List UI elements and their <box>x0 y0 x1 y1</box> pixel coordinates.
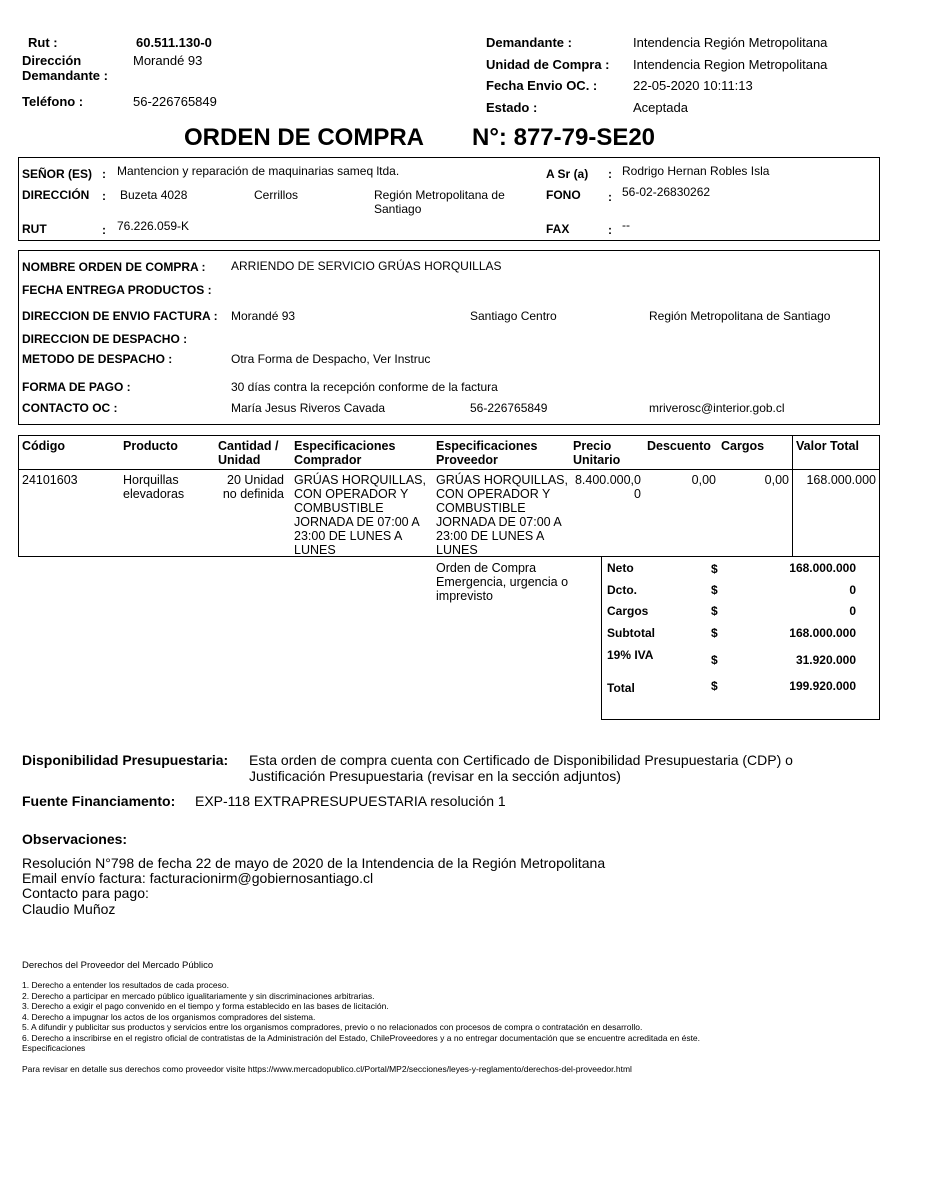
col-esp-comprador: Especificaciones Comprador <box>294 439 396 467</box>
observaciones-line: Contacto para pago: <box>22 885 149 901</box>
forma-pago-value: 30 días contra la recepción conforme de la factura <box>231 380 498 394</box>
derechos-link[interactable]: Para revisar en detalle sus derechos como proveedor visite https://www.mercadopublico.cl/Portal/MP2/secciones/leyes-y-reglamento/derechos-del-proveedor.html <box>22 1064 632 1074</box>
disponibilidad-label: Disponibilidad Presupuestaria: <box>22 752 229 768</box>
direccion-label: DIRECCIÓN <box>22 188 90 202</box>
col-codigo: Código <box>22 439 66 453</box>
despacho-label: DIRECCION DE DESPACHO : <box>22 332 188 346</box>
senor-colon: : <box>102 167 106 181</box>
dcto-value: 0 <box>849 583 856 597</box>
col-valor: Valor Total <box>796 439 859 453</box>
observaciones-line: Claudio Muñoz <box>22 901 116 917</box>
row-esp-proveedor: GRÚAS HORQUILLAS, CON OPERADOR Y COMBUSTIBLE JORNADA DE 07:00 A 23:00 DE LUNES A LUNES <box>436 473 568 557</box>
items-note: Orden de Compra Emergencia, urgencia o imprevisto <box>436 561 569 603</box>
fax-label: FAX <box>546 222 570 236</box>
neto-value: 168.000.000 <box>789 561 856 575</box>
total-value: 199.920.000 <box>789 679 856 693</box>
fecha-envio-label: Fecha Envio OC. : <box>486 78 598 93</box>
fono-value: 56-02-26830262 <box>622 185 711 199</box>
subtotal-label: Subtotal <box>607 626 655 640</box>
estado-label: Estado : <box>486 100 538 115</box>
unidad-label: Unidad de Compra : <box>486 57 610 72</box>
page-title: ORDEN DE COMPRA <box>184 124 425 151</box>
asr-value: Rodrigo Hernan Robles Isla <box>622 164 770 178</box>
neto-currency: $ <box>711 562 718 576</box>
col-descuento: Descuento <box>647 439 711 453</box>
valor-column-border <box>792 435 793 557</box>
senor-value: Mantencion y reparación de maquinarias sameq ltda. <box>117 164 400 178</box>
region-value: Región Metropolitana de Santiago <box>374 188 505 216</box>
iva-value: 31.920.000 <box>795 653 856 667</box>
fuente-value: EXP-118 EXTRAPRESUPUESTARIA resolución 1 <box>195 793 506 809</box>
table-left-border <box>18 435 19 557</box>
derechos-item: Especificaciones <box>22 1043 86 1053</box>
rut-label: RUT <box>22 222 47 236</box>
envio-factura-region: Región Metropolitana de Santiago <box>649 309 831 323</box>
subtotal-value: 168.000.000 <box>789 626 856 640</box>
total-label: Total <box>607 681 635 695</box>
estado-value: Aceptada <box>633 100 688 115</box>
direccion-label-2: Demandante : <box>22 68 108 83</box>
derechos-item: 4. Derecho a impugnar los actos de los organismos compradores del sistema. <box>22 1012 316 1022</box>
dcto-currency: $ <box>711 583 718 597</box>
nombre-value: ARRIENDO DE SERVICIO GRÚAS HORQUILLAS <box>231 259 502 273</box>
direccion-value: Buzeta 4028 <box>120 188 188 202</box>
forma-pago-label: FORMA DE PAGO : <box>22 380 131 394</box>
asr-colon: : <box>608 167 612 181</box>
fecha-envio-value: 22-05-2020 10:11:13 <box>633 78 753 93</box>
derechos-title: Derechos del Proveedor del Mercado Público <box>22 960 214 971</box>
col-esp-proveedor: Especificaciones Proveedor <box>436 439 538 467</box>
subtotal-currency: $ <box>711 626 718 640</box>
contacto-name: María Jesus Riveros Cavada <box>231 401 386 415</box>
observaciones-line: Email envío factura: facturacionirm@gobiernosantiago.cl <box>22 870 374 886</box>
telefono-label: Teléfono : <box>22 94 84 109</box>
derechos-item: 6. Derecho a inscribirse en el registro oficial de contratistas de la Administración del Estado, ChileProveedores y a no entregar documentación que se encuentre acreditada en éste. <box>22 1033 701 1043</box>
fax-value: -- <box>622 218 630 232</box>
observaciones-label: Observaciones: <box>22 831 128 847</box>
derechos-item: 2. Derecho a participar en mercado público igualitariamente y sin discriminaciones arbitrarias. <box>22 991 375 1001</box>
row-codigo: 24101603 <box>22 473 78 487</box>
dcto-label: Dcto. <box>607 583 637 597</box>
contacto-phone: 56-226765849 <box>470 401 548 415</box>
row-valor: 168.000.000 <box>806 473 876 487</box>
col-cargos: Cargos <box>721 439 765 453</box>
fecha-entrega-label: FECHA ENTREGA PRODUCTOS : <box>22 283 212 297</box>
rut-label: Rut : <box>28 35 58 50</box>
row-esp-comprador: GRÚAS HORQUILLAS, CON OPERADOR Y COMBUSTIBLE JORNADA DE 07:00 A 23:00 DE LUNES A LUNES <box>294 473 426 557</box>
senor-label: SEÑOR (ES) <box>22 167 93 181</box>
direccion-value: Morandé 93 <box>133 53 203 68</box>
fax-colon: : <box>608 223 612 237</box>
disponibilidad-value: Esta orden de compra cuenta con Certificado de Disponibilidad Presupuestaria (CDP) o Justificación Presupuestaria (revisar en la sección adjuntos) <box>249 752 793 784</box>
row-descuento: 0,00 <box>691 473 716 487</box>
direccion-label-1: Dirección <box>22 53 82 68</box>
direccion-colon: : <box>102 189 106 203</box>
asr-label: A Sr (a) <box>546 167 589 181</box>
contacto-label: CONTACTO OC : <box>22 401 118 415</box>
row-producto: Horquillas elevadoras <box>123 473 185 501</box>
col-cantidad: Cantidad / Unidad <box>218 439 279 467</box>
observaciones-line: Resolución N°798 de fecha 22 de mayo de 2020 de la Intendencia de la Región Metropolitana <box>22 855 606 871</box>
iva-currency: $ <box>711 653 718 667</box>
total-currency: $ <box>711 679 718 693</box>
table-top-border <box>18 435 880 436</box>
order-number: N°: 877-79-SE20 <box>472 124 656 151</box>
rut-colon: : <box>102 223 106 237</box>
nombre-label: NOMBRE ORDEN DE COMPRA : <box>22 260 206 274</box>
derechos-item: 3. Derecho a exigir el pago convenido en el tiempo y forma establecido en las bases de licitación. <box>22 1001 389 1011</box>
demandante-label: Demandante : <box>486 35 572 50</box>
envio-factura-label: DIRECCION DE ENVIO FACTURA : <box>22 309 218 323</box>
table-right-border <box>879 435 880 557</box>
fono-colon: : <box>608 190 612 204</box>
cargos-label: Cargos <box>607 604 649 618</box>
cargos-currency: $ <box>711 604 718 618</box>
derechos-item: 5. A difundir y publicitar sus productos y servicios entre los organismos compradores, previo o no relacionados con procesos de compra o contratación en desarrollo. <box>22 1022 643 1032</box>
col-producto: Producto <box>123 439 178 453</box>
rut-value: 60.511.130-0 <box>136 35 212 50</box>
unidad-value: Intendencia Region Metropolitana <box>633 57 828 72</box>
metodo-label: METODO DE DESPACHO : <box>22 352 173 366</box>
row-precio: 8.400.000,0 0 <box>574 473 641 501</box>
metodo-value: Otra Forma de Despacho, Ver Instruc <box>231 352 431 366</box>
envio-factura-value: Morandé 93 <box>231 309 296 323</box>
envio-factura-comuna: Santiago Centro <box>470 309 557 323</box>
comuna-value: Cerrillos <box>254 188 299 202</box>
iva-label: 19% IVA <box>607 648 654 662</box>
row-cantidad: 20 Unidad no definida <box>222 473 284 501</box>
table-header-border <box>18 469 880 470</box>
demandante-value: Intendencia Región Metropolitana <box>633 35 828 50</box>
fono-label: FONO <box>546 188 581 202</box>
fuente-label: Fuente Financiamento: <box>22 793 176 809</box>
contacto-email: mriverosc@interior.gob.cl <box>649 401 785 415</box>
cargos-value: 0 <box>849 604 856 618</box>
telefono-value: 56-226765849 <box>133 94 217 109</box>
row-cargos: 0,00 <box>764 473 789 487</box>
col-precio: Precio Unitario <box>573 439 621 467</box>
derechos-item: 1. Derecho a entender los resultados de cada proceso. <box>22 980 229 990</box>
supplier-rut-value: 76.226.059-K <box>117 219 190 233</box>
neto-label: Neto <box>607 561 634 575</box>
